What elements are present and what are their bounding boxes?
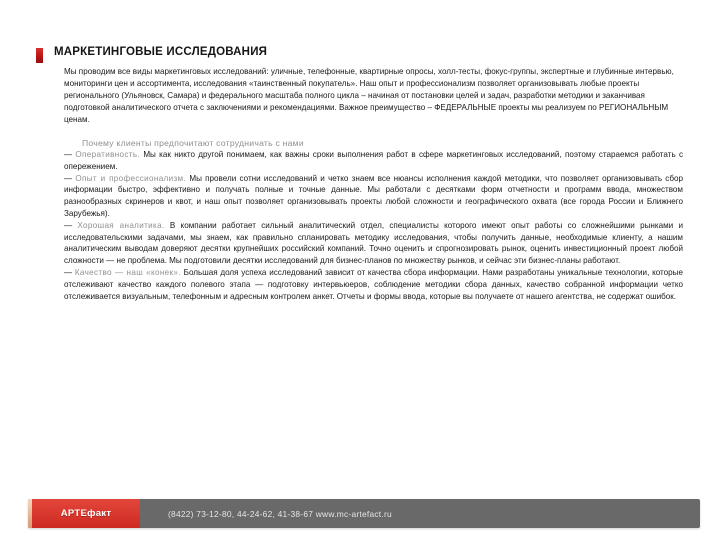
bullet-dash: — <box>64 173 73 183</box>
bullet-dash: — <box>64 149 73 159</box>
slide-title-row <box>36 46 686 63</box>
bullet-text: В компании работает сильный аналитический отдел, специалисты которого имеют опыт работы со сложнейшими рынками и исследовательскими задачами, мы знаем, как правильно спланировать методику исследования, чтобы получить данные, необходимые клиенту, а нашим аналитическим выводам доверяют десятки крупнейших российский компаний. Точно оценить и спрогнозировать рынок, оценить инвестиционный проект любой сложности — не проблема. Мы подготовили десятки исследований для бизнес-планов по множеству рынков, и сейчас эти бизнес-планы работают. <box>64 220 684 266</box>
footer-contact-info: (8422) 73-12-80, 44-24-62, 41-38-67 www.mc-artefact.ru <box>168 508 392 519</box>
footer-bar <box>28 499 700 528</box>
bullet-lead-in: Качество — наш «конек». <box>74 268 181 277</box>
bullet-paragraph-1 <box>64 149 683 173</box>
subheading: Почему клиенты предпочитают сотрудничать с нами <box>82 137 304 148</box>
bullet-text: Мы как никто другой понимаем, как важны сроки выполнения работ в сфере маркетинговых исследований, поэтому стараемся работать с опережением. <box>64 149 684 171</box>
red-bullet-marker-icon <box>36 48 43 63</box>
bullet-lead-in: Опыт и профессионализм. <box>75 173 187 183</box>
page-title: МАРКЕТИНГОВЫЕ ИССЛЕДОВАНИЯ <box>54 46 268 58</box>
bullet-lead-in: Хорошая аналитика. <box>77 220 165 230</box>
bullet-text: Мы провели сотни исследований и четко знаем все нюансы исполнения каждой методики, что позволяет организовывать сбор информации быстро, эффективно и получать полные и точные данные. Мы работали с десятками форм отчетности и программ ввода, множеством разнообразных скринеров и квот, и наш опыт позволяет организовывать проекты любой сложности и географического охвата (все города России и Ближнего Зарубежья). <box>64 173 683 218</box>
bullet-paragraph-3 <box>64 220 683 267</box>
bullet-dash: — <box>64 268 73 277</box>
slide-body <box>64 66 683 302</box>
company-logo-text: АРТЕфакт <box>60 508 112 519</box>
company-logo <box>32 499 140 528</box>
bullet-lead-in: Оперативность. <box>75 149 141 159</box>
intro-paragraph: Мы проводим все виды маркетинговых исследований: уличные, телефонные, квартирные опросы, холл-тесты, фокус-группы, экспертные и глубинные интервью, мониторинги цен и ассортимента, исследования «таинственный покупатель». Наш опыт и профессионализм позволяет организовывать любые проекты регионального (Ульяновск, Самара) и федерального масштаба полного цикла – начиная от постановки целей и задач, разработки методики и заканчивая подготовкой аналитического отчета с заключениями и рекомендациями. Важное преимущество – ФЕДЕРАЛЬНЫЕ проекты мы реализуем по РЕГИОНАЛЬНЫМ ценам. <box>64 67 674 124</box>
bullet-dash: — <box>64 220 73 230</box>
bullet-text: Большая доля успеха исследований зависит от качества сбора информации. Нами разработаны уникальные технологии, которые отслеживают качество каждого полевого этапа — подготовку интервьюеров, соблюдение методики сбора данных, качество собранной информации четко отслеживается визуальным, телефонным и адресным контролем анкет. Отчеты и формы ввода, которые вы получаете от нашего агентства, не содержат ошибок. <box>64 268 683 301</box>
bullet-paragraph-2 <box>64 173 683 220</box>
bullet-paragraph-4 <box>64 267 683 302</box>
